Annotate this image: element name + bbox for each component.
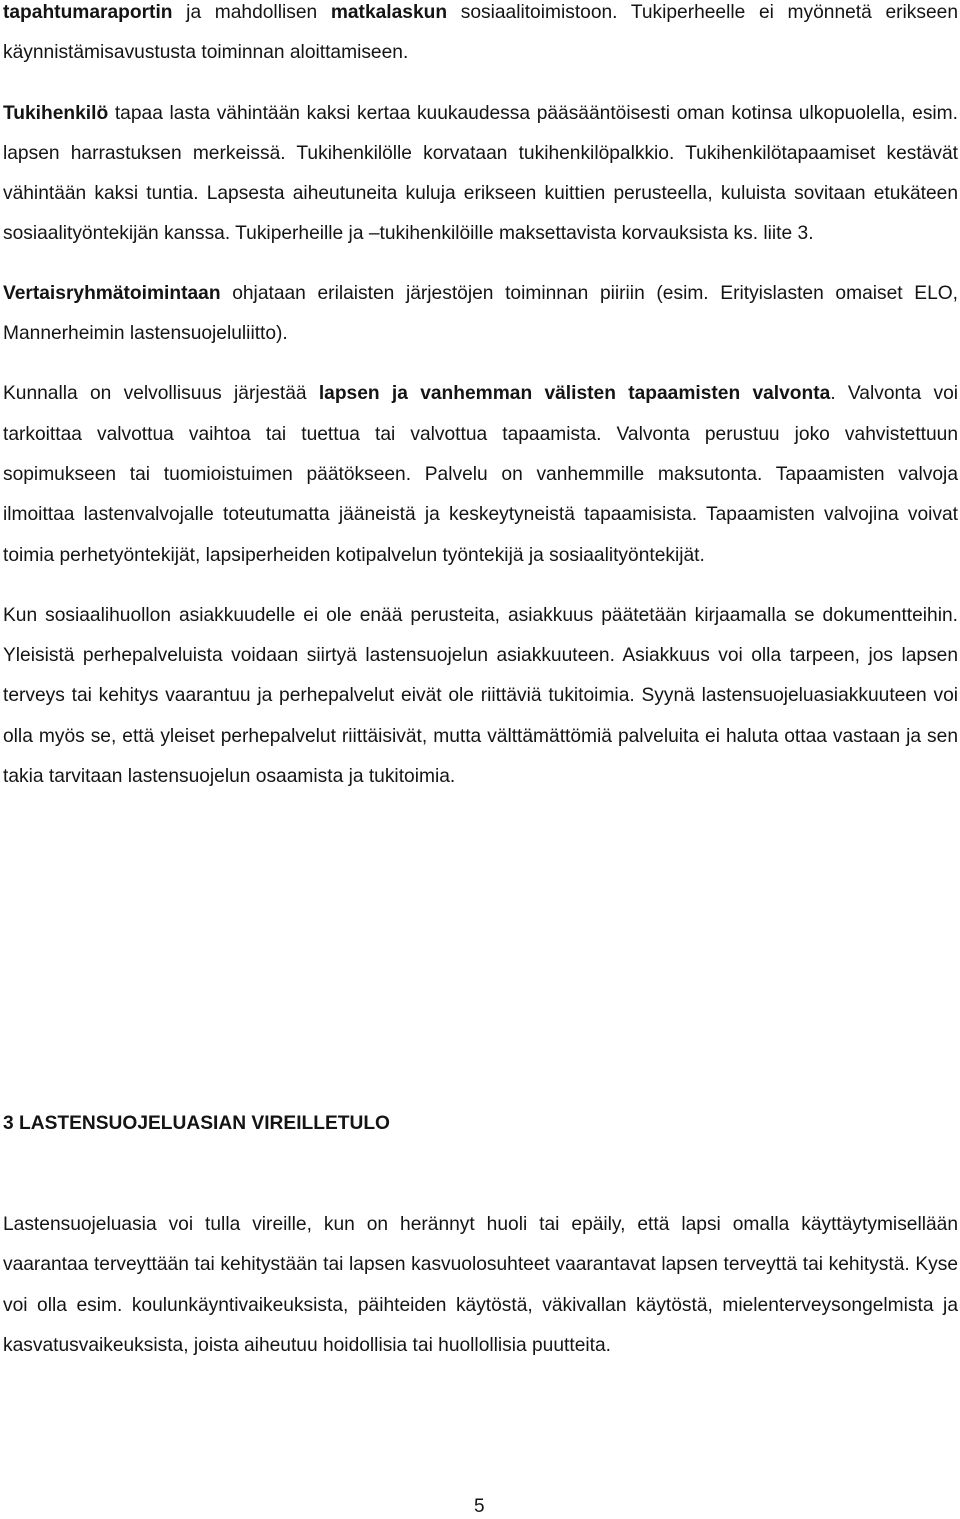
paragraph-support-person	[3, 94, 958, 255]
paragraph-client-relationship	[3, 596, 958, 797]
bold-term-travel-invoice: matkalaskun	[330, 2, 448, 23]
paragraph-text: Kunnalla on velvollisuus järjestää	[3, 383, 319, 405]
bold-term-supervised-meetings: lapsen ja vanhemman välisten tapaamisten valvonta	[318, 383, 831, 405]
paragraph-supervised-meetings	[3, 374, 958, 575]
paragraph-text: ohjataan erilaisten järjestöjen toiminnan piiriin (esim. Erityislasten omaiset ELO, Mannerheimin lastensuojeluliitto).	[3, 282, 958, 345]
page-number: 5	[474, 1496, 485, 1517]
bold-term-incident-report: tapahtumaraportin	[3, 2, 173, 23]
paragraph-text: sosiaalitoimistoon. Tukiperheelle ei myönnetä erikseen käynnistämisavustusta toiminnan aloittamiseen.	[3, 2, 958, 64]
paragraph-peer-group	[3, 274, 958, 355]
paragraph-text: ja mahdollisen	[172, 2, 331, 23]
section-heading: 3 LASTENSUOJELUASIAN VIREILLETULO	[3, 1113, 390, 1134]
paragraph-text: tapaa lasta vähintään kaksi kertaa kuukaudessa pääsääntöisesti oman kotinsa ulkopuolella, esim. lapsen harrastuksen merkeissä. Tukihenkilölle korvataan tukihenkilöpalkkio. Tukihenkilötapaamiset kestävät vähintään kaksi tuntia. Lapsesta aiheutuneita kuluja erikseen kuittien perusteella, kuluista sovitaan etukäteen sosiaalityöntekijän kanssa. Tukiperheille ja –tukihenkilöille maksettavista korvauksista ks. liite 3.	[3, 102, 958, 245]
paragraph-child-welfare-initiation: Lastensuojeluasia voi tulla vireille, kun on herännyt huoli tai epäily, että lapsi omalla käyttäytymisellään vaarantaa terveyttään tai kehitystään tai lapsen kasvuolosuhteet vaarantavat lapsen terveyttä tai kehitystä. Kyse voi olla esim. koulunkäyntivaikeuksista, päihteiden käytöstä, väkivallan käytöstä, mielenterveysongelmista ja kasvatusvaikeuksista, joista aiheutuu hoidollisia tai huollollisia puutteita.	[3, 1214, 958, 1356]
paragraph-support-family-costs	[3, 0, 958, 74]
bold-term-peer-group-activity: Vertaisryhmätoimintaan	[3, 282, 221, 304]
document-body	[3, 0, 958, 797]
paragraph-text: . Valvonta voi tarkoittaa valvottua vaihtoa tai tuettua tai valvottua tapaamista. Valvonta perustuu joko vahvistettuun sopimukseen tai tuomioistuimen päätökseen. Palvelu on vanhemmille maksutonta. Tapaamisten valvoja ilmoittaa lastenvalvojalle toteutumatta jääneistä ja keskeytyneistä tapaamisista. Tapaamisten valvojina voivat toimia perhetyöntekijät, lapsiperheiden kotipalvelun työntekijä ja sosiaalityöntekijät.	[3, 383, 958, 566]
bold-term-support-person: Tukihenkilö	[3, 102, 109, 124]
paragraph-text: Kun sosiaalihuollon asiakkuudelle ei ole enää perusteita, asiakkuus päätetään kirjaamalla se dokumentteihin. Yleisistä perhepalveluista voidaan siirtyä lastensuojelun asiakkuuteen. Asiakkuus voi olla tarpeen, jos lapsen terveys tai kehitys vaarantuu ja perhepalvelut eivät ole riittäviä tukitoimia. Syynä lastensuojeluasiakkuuteen voi olla myös se, että yleiset perhepalvelut riittäisivät, mutta välttämättömiä palveluita ei haluta ottaa vastaan ja sen takia tarvitaan lastensuojelun osaamista ja tukitoimia.	[3, 604, 958, 788]
section-body	[3, 1205, 958, 1366]
